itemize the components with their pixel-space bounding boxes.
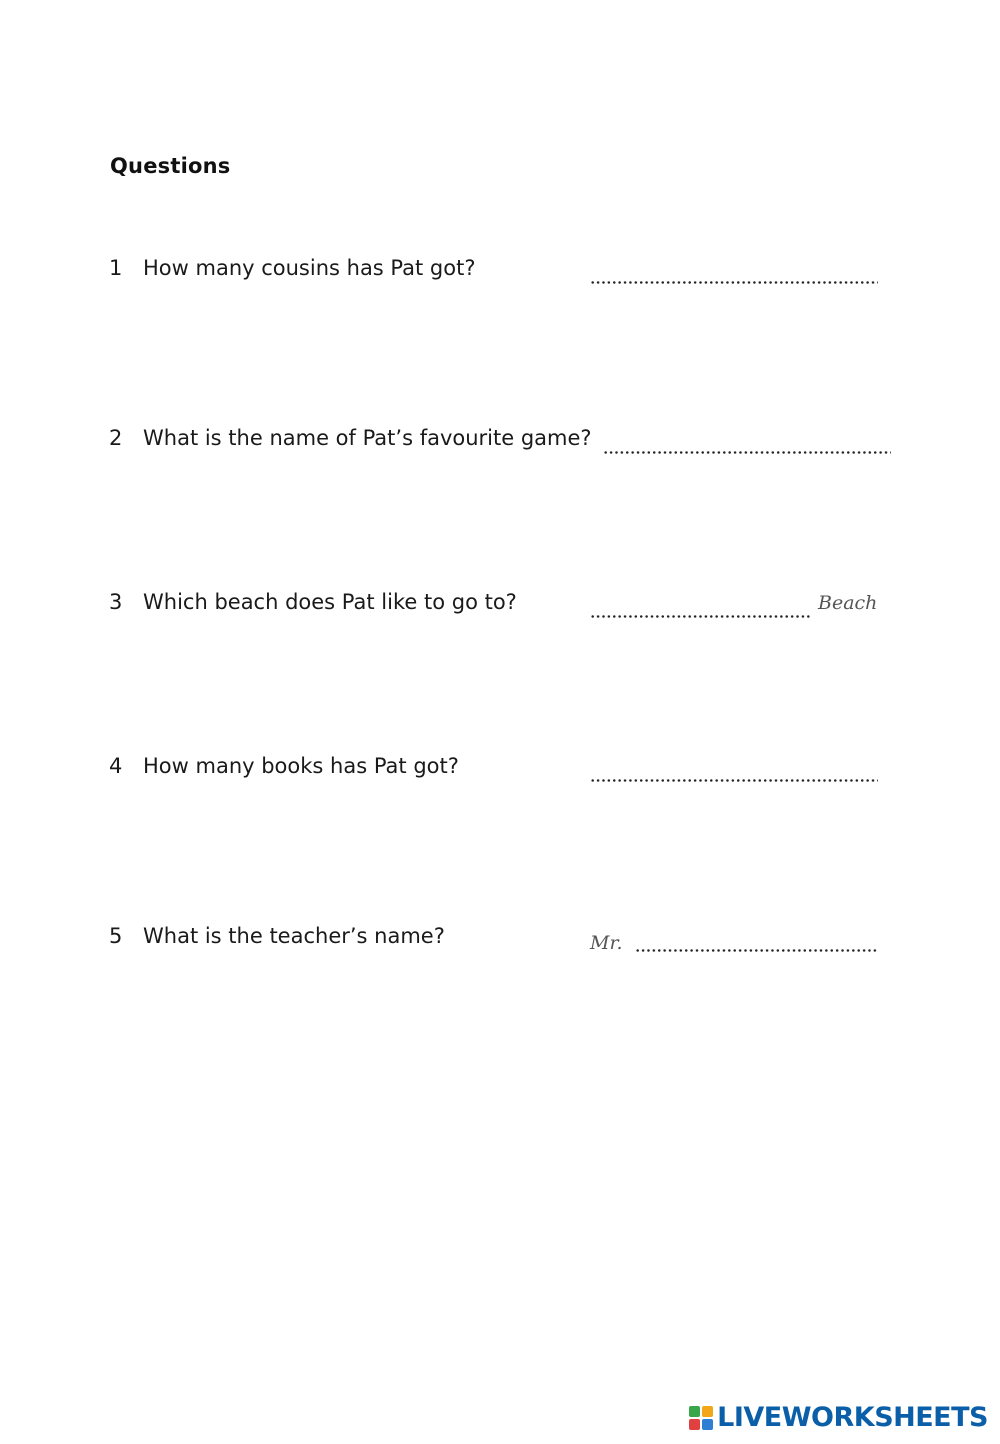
answer-suffix-label: Beach: [818, 592, 878, 614]
logo-square-e: [702, 1419, 713, 1430]
logo-square-l: [689, 1406, 700, 1417]
question-text: How many cousins has Pat got?: [143, 256, 476, 280]
brand-text: LIVEWORKSHEETS: [717, 1402, 988, 1433]
question-number: 1: [109, 256, 123, 280]
answer-dotted-line: [635, 949, 879, 952]
liveworksheets-logo-icon: [689, 1406, 713, 1430]
answer-dotted-line: [590, 281, 878, 284]
question-row: [0, 922, 1000, 962]
question-number: 5: [109, 924, 123, 948]
liveworksheets-brand: [689, 1403, 988, 1433]
question-number: 3: [109, 590, 123, 614]
logo-square-i: [702, 1406, 713, 1417]
question-number: 2: [109, 426, 123, 450]
answer-field[interactable]: [590, 262, 878, 286]
question-number: 4: [109, 754, 123, 778]
section-heading: Questions: [110, 154, 231, 178]
answer-dotted-line: [590, 615, 810, 618]
question-text: What is the name of Pat’s favourite game?: [143, 426, 592, 450]
question-row: [0, 424, 1000, 464]
answer-field[interactable]: [603, 432, 891, 456]
question-row: [0, 588, 1000, 628]
answer-prefix-label: Mr.: [590, 932, 623, 954]
question-text: How many books has Pat got?: [143, 754, 459, 778]
answer-field[interactable]: [590, 924, 879, 954]
answer-dotted-line: [590, 779, 878, 782]
question-row: [0, 254, 1000, 294]
question-text: What is the teacher’s name?: [143, 924, 445, 948]
question-row: [0, 752, 1000, 792]
answer-field[interactable]: [590, 588, 877, 620]
question-text: Which beach does Pat like to go to?: [143, 590, 517, 614]
logo-square-v: [689, 1419, 700, 1430]
answer-dotted-line: [603, 451, 891, 454]
answer-field[interactable]: [590, 760, 878, 784]
